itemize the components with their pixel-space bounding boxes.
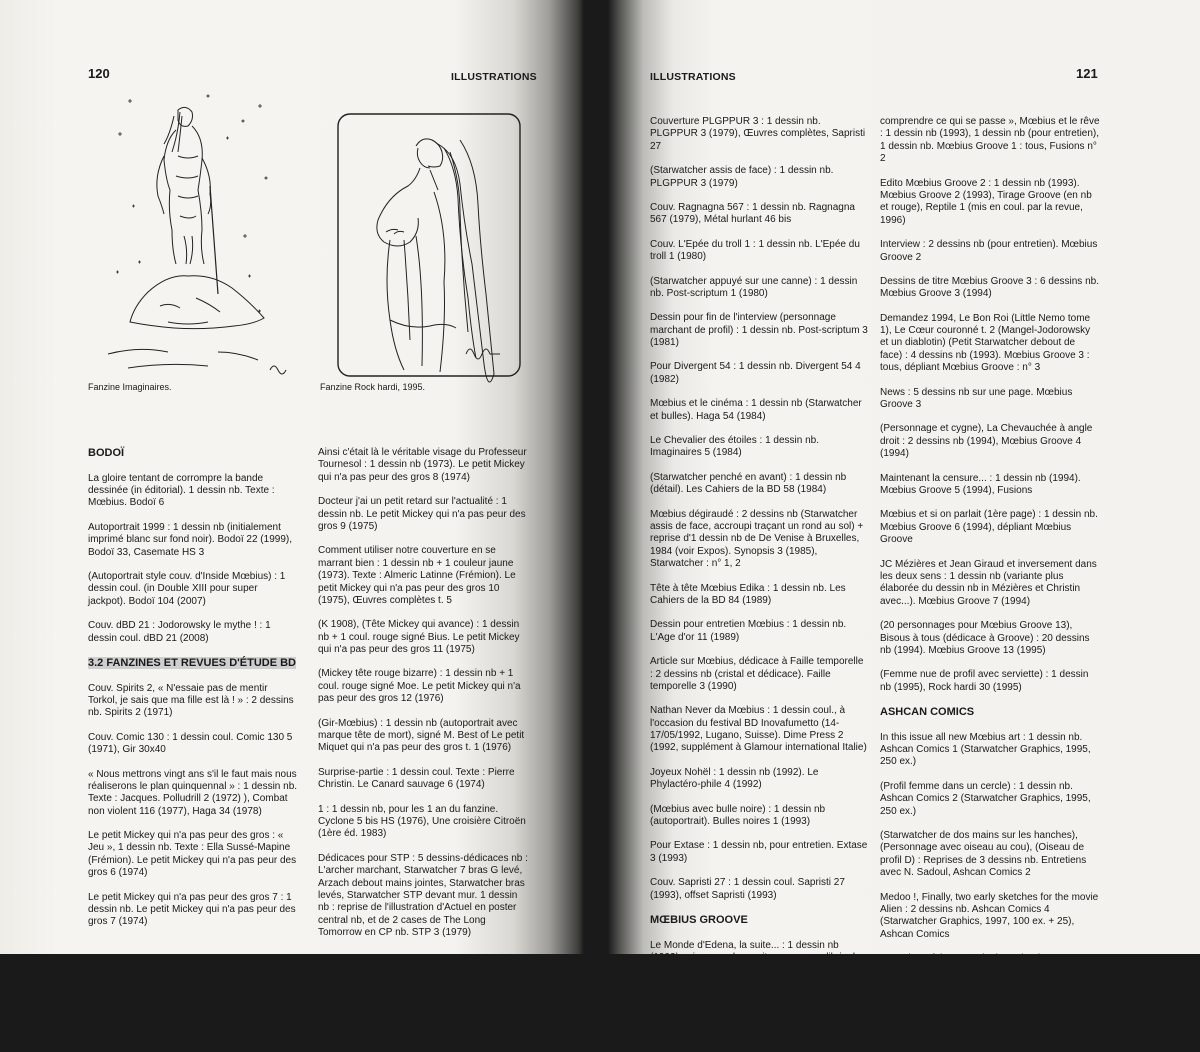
catalog-entry: Le petit Mickey qui n'a pas peur des gros 7 : 1 dessin nb. Le petit Mickey qui n'a pas peur des gros 7 (1974) [88,891,296,928]
catalog-entry: Mœbius et le cinéma : 1 dessin nb (Starwatcher et bulles). Haga 54 (1984) [650,398,862,422]
catalog-entry: Medoo !, Finally, two early sketches for the movie Alien : 2 dessins nb. Ashcan Comics 4 (Starwatcher Graphics, 1997, 100 ex. + 25), Ashcan Comics [880,891,1099,940]
catalog-entry: Interview : 2 dessins nb (pour entretien). Mœbius Groove 2 [880,239,1098,263]
catalog-entry: A preview of the next Blueberry book, An unfinished design for Robert Silverberg's Project Pendulum (Starwatcher bras levé avec papillons), Mœbius in the '70s, Ad for John Brunner's Product of the Masses, (Portrait de femme avec chapeau), An illustration for Robert Silverberg's Nightwings, A rejected panel [880,953,1094,1039]
catalog-entry: Le Monde d'Edena, la suite... : 1 dessin nb (1993), mis en coul. ensuite pour un ex-libris de Stel. Mœbius Groove 1 [650,939,861,976]
catalog-entry: News : 5 dessins nb sur une page. Mœbius Groove 3 [880,386,1073,411]
catalog-entry: Le petit Mickey qui n'a pas peur des gros : « Jeu », 1 dessin nb. Texte : Ella Sussé-Mapine (Frémion). Le petit Mickey qui n'a pas peur des gros 6 (1974) [88,830,297,879]
page-number: 120 [88,66,110,81]
catalog-entry: (Starwatcher penché en avant) : 1 dessin nb (détail). Les Cahiers de la BD 58 (1984) [650,471,847,496]
catalog-entry: Couv. Spirits 2, « N'essaie pas de mentir Torkol, je sais que ma fille est là ! » : 2 dessins nb. Spirits 2 (1971) [88,682,294,719]
catalog-entry: Joyeux Nohël : 1 dessin nb (1992). Le Phylactéro-phile 4 (1992) [650,766,819,791]
figure-caption: Fanzine Imaginaires. [88,382,172,392]
catalog-entry: Edito Mœbius Groove 2 : 1 dessin nb (1993). Mœbius Groove 2 (1993), Tirage Groove (en nb et rouge), Reptile 1 (mis en coul. par la revue, 1996) [880,177,1092,226]
illustration-figure-on-rock [108,86,288,382]
entries-column-2 [880,116,1100,1052]
catalog-entry: Dédicaces pour STP : 5 dessins-dédicaces nb : L'archer marchant, Starwatcher 7 bras G levé, Arzach debout mains jointes, Starwatcher bras levés, Starwatcher STP devant mur. 1 dessin nb : reprise de l'illustration d'Actuel en poster central nb, et de 2 cases de The Long Tomorrow en CP nb. STP 3 (1979) [318,852,528,939]
catalog-entry: Article sur Mœbius, dédicace à Faille temporelle : 2 dessins nb (cristal et dédicace). Faille temporelle 3 (1990) [650,656,864,692]
running-head: ILLUSTRATIONS [451,71,537,83]
catalog-entry: Couv. L'Epée du troll 1 : 1 dessin nb. L'Epée du troll 1 (1980) [650,238,860,263]
illustration-woman-with-towel [334,108,524,380]
catalog-entry: Dessin pour fin de l'interview (personnage marchant de profil) : 1 dessin nb. Post-scriptum 3 (1981) [650,312,868,349]
stars [116,95,267,313]
catalog-entry: In this issue all new Mœbius art : 1 dessin nb. Ashcan Comics 1 (Starwatcher Graphics, 1995, 250 ex.) [880,731,1091,768]
section-heading: ASHCAN COMICS [880,706,975,719]
page-number: 121 [1076,66,1098,81]
catalog-entry: (Starwatcher assis de face) : 1 dessin nb. PLGPPUR 3 (1979) [650,165,834,189]
catalog-entry: (Mickey tête rouge bizarre) : 1 dessin nb + 1 coul. rouge signé Moe. Le petit Mickey qui n'a pas peur des gros 12 (1976) [318,668,521,705]
catalog-entry: Ainsi c'était là le véritable visage du Professeur Tournesol : 1 dessin nb (1973). Le petit Mickey qui n'a pas peur des gros 8 (1974) [318,447,527,483]
catalog-entry: (Femme nue de profil avec serviette) : 1 dessin nb (1995), Rock hardi 30 (1995) [880,669,1089,693]
catalog-entry: Dessin pour entretien Mœbius : 1 dessin nb. L'Age d'or 11 (1989) [650,619,847,643]
running-head: ILLUSTRATIONS [650,71,736,83]
section-heading: MŒBIUS GROOVE [650,913,748,926]
section-heading: 3.2 FANZINES ET REVUES D'ÉTUDE BD [88,656,296,669]
catalog-entry: Pour Extase : 1 dessin nb, pour entretien. Extase 3 (1993) [650,840,868,864]
catalog-entry: (Personnage et cygne), La Chevauchée à angle droit : 2 dessins nb (1994), Mœbius Groove 4 (1994) [880,423,1093,460]
entries-column-1 [88,447,298,941]
catalog-entry: (20 personnages pour Mœbius Groove 13), Bisous à tous (dédicace à Groove) : 20 dessins nb (1994). Mœbius Groove 13 (1995) [880,620,1090,656]
catalog-entry: (Starwatcher appuyé sur une canne) : 1 dessin nb. Post-scriptum 1 (1980) [650,275,858,299]
catalog-entry: Docteur j'ai un petit retard sur l'actualité : 1 dessin nb. Le petit Mickey qui n'a pas peur des gros 9 (1975) [318,496,526,532]
catalog-entry: Tête à tête Mœbius Edika : 1 dessin nb. Les Cahiers de la BD 84 (1989) [650,582,846,606]
catalog-entry: La gloire tentant de corrompre la bande dessinée (in éditorial). 1 dessin nb. Texte : Mœbius. Bodoï 6 [88,472,275,509]
catalog-entry: Mœbius dégiraudé : 2 dessins nb (Starwatcher assis de face, accroupi traçant un rond au sol) + reprise d'1 dessin nb de De Venise à Bruxelles, 1984 (voir Expos). Synopsis 3 (1985), Starwatcher : n° 1, 2 [650,508,864,570]
catalog-entry: Couverture PLGPPUR 3 : 1 dessin nb. PLGPPUR 3 (1979), Œuvres complètes, Sapristi 27 [650,116,866,152]
left-page [0,0,584,954]
catalog-entry: (Starwatcher de dos mains sur les hanches), (Personnage avec oiseau au cou), (Oiseau de profil D) : Reprises de 3 dessins nb. Entretiens avec N. Sadoul, Ashcan Comics 2 [880,830,1087,879]
figure-caption: Fanzine Rock hardi, 1995. [320,382,426,392]
catalog-entry: Dessins de titre Mœbius Groove 3 : 6 dessins nb. Mœbius Groove 3 (1994) [880,275,1099,300]
frame-border [338,114,520,376]
catalog-entry: Le Chevalier des étoiles : 1 dessin nb. Imaginaires 5 (1984) [650,435,819,459]
catalog-entry: Couv. Sapristi 27 : 1 dessin coul. Sapristi 27 (1993), offset Sapristi (1993) [650,877,845,901]
catalog-entry: (Autoportrait style couv. d'Inside Mœbius) : 1 dessin coul. (in Double XIII pour super jackpot). Bodoï 104 (2007) [88,570,286,607]
catalog-entry: (Gir-Mœbius) : 1 dessin nb (autoportrait avec marque tête de mort), signé M. Best of Le petit Miquet qui n'a pas peur des gros t. 1 (1976) [318,717,525,754]
catalog-entry: Surprise-partie : 1 dessin coul. Texte : Pierre Christin. Le Canard sauvage 6 (1974) [318,766,515,791]
catalog-entry: (Tête d'homme avec marque tête de mort coté G) « Je suis particulièrement bien placé pour [650,988,856,1013]
catalog-entry: (K 1908), (Tête Mickey qui avance) : 1 dessin nb + 1 coul. rouge signé Bius. Le petit Mickey qui n'a pas peur des gros 11 (1975) [318,619,520,656]
catalog-entry: Couv. dBD 21 : Jodorowsky le mythe ! : 1 dessin coul. dBD 21 (2008) [88,620,271,644]
catalog-entry: JC Mézières et Jean Giraud et inversement dans les deux sens : 1 dessin nb (variante plus élaborée du dessin nb in Mézières et Christin avec...). Mœbius Groove 7 (1994) [880,558,1097,607]
catalog-entry: Mœbius et si on parlait (1ère page) : 1 dessin nb. Mœbius Groove 6 (1994), dépliant Mœbius Groove [880,509,1098,546]
catalog-entry: Couv. Ragnagna 567 : 1 dessin nb. Ragnagna 567 (1979), Métal hurlant 46 bis [650,201,855,226]
catalog-entry: Nathan Never da Mœbius : 1 dessin coul., à l'occasion du festival BD Inovafumetto (14-17/05/1992, Lugano, Suisse). Dime Press 2 (1992, supplément à Glamour international Italie) [650,705,867,754]
right-page [608,0,1200,1039]
catalog-entry: Pour Divergent 54 : 1 dessin nb. Divergent 54 4 (1982) [650,361,861,385]
catalog-entry: Maintenant la censure... : 1 dessin nb (1994). Mœbius Groove 5 (1994), Fusions [880,472,1081,496]
catalog-entry: (Mœbius avec bulle noire) : 1 dessin nb (autoportrait). Bulles noires 1 (1993) [650,803,826,828]
catalog-entry: Comment utiliser notre couverture en se marrant bien : 1 dessin nb + 1 couleur jaune (1973). Texte : Almeric Latinne (Frémion). Le petit Mickey qui n'a pas peur des gros 10 (1975), Œuvres complètes t. 5 [318,545,516,606]
catalog-entry: Demandez 1994, Le Bon Roi (Little Nemo tome 1), Le Cœur couronné t. 2 (Mangel-Jodorowsky et un diablotin) (Petit Starwatcher debout de face) : 4 dessins nb (1993). Mœbius Groove 3 : tous, dépliant Mœbius Groove : n° 3 [880,312,1091,374]
catalog-entry: Autoportrait 1999 : 1 dessin nb (initialement imprimé blanc sur fond noir). Bodoï 22 (1999), Bodoï 33, Casemate HS 3 [88,521,292,558]
section-heading: BODOÏ [88,447,125,459]
entries-column-2 [318,447,528,952]
entries-column-1 [650,116,868,1026]
catalog-entry: (Profil femme dans un cercle) : 1 dessin nb. Ashcan Comics 2 (Starwatcher Graphics, 1995, 250 ex.) [880,780,1091,817]
catalog-entry: « Nous mettrons vingt ans s'il le faut mais nous réaliserons le plan quinquennal » : 1 dessin nb. Texte : Jacques. Polludrill 2 (1972) ), Combat non violent 116 (1977), Haga 34 (1978) [88,768,298,817]
catalog-entry: comprendre ce qui se passe », Mœbius et le rêve : 1 dessin nb (1993), 1 dessin nb (pour entretien), 1 dessin nb. Mœbius Groove 1 : tous, Fusions n° 2 [880,116,1100,165]
catalog-entry: Couv. Comic 130 : 1 dessin coul. Comic 130 5 (1971), Gir 30x40 [88,731,293,756]
catalog-entry: 1 : 1 dessin nb, pour les 1 an du fanzine. Cyclone 5 bis HS (1976), Une croisière Citroën (1ère éd. 1983) [318,803,526,840]
